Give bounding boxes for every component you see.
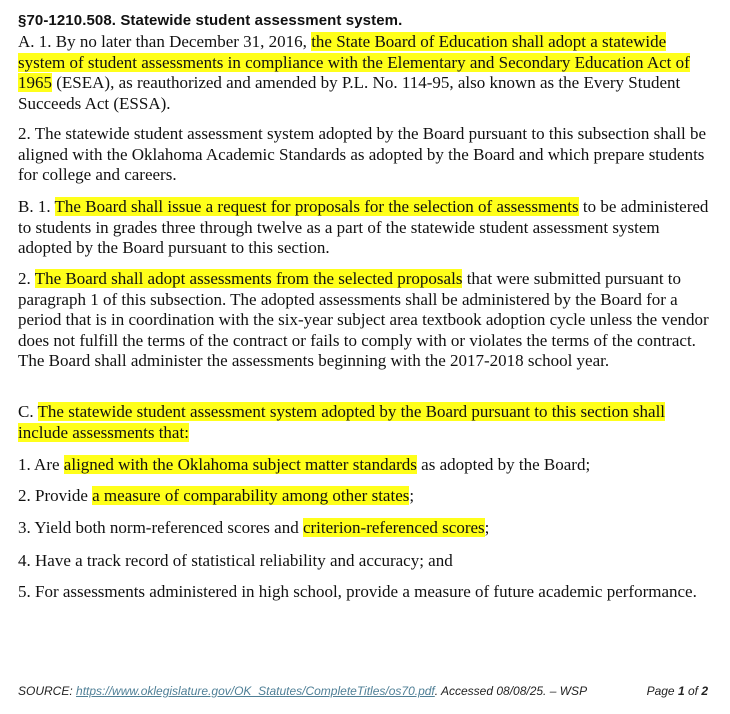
paragraph-b2 [18, 269, 710, 372]
highlighted-text: the State Board of Education shall adopt a statewide system of student assessments in compliance with the Elementary and Secondary Education Act of 1965 [18, 32, 690, 92]
page-footer [18, 684, 708, 698]
source-label: SOURCE: [18, 684, 77, 698]
text: ; [484, 518, 490, 537]
highlighted-text: a measure of comparability among other states [92, 486, 410, 505]
text: 5. For assessments administered in high school, provide a measure of future academic performance. [18, 582, 697, 601]
paragraph-b1 [18, 197, 710, 259]
text: 2. Provide [18, 486, 93, 505]
text: (ESEA), as reauthorized and amended by P.L. No. 114-95, also known as the Every Student Succeeds Act (ESSA). [18, 73, 681, 113]
highlighted-text: aligned with the Oklahoma subject matter standards [63, 455, 417, 474]
accessed-text: . Accessed 08/08/25. – WSP [434, 684, 588, 698]
text: as adopted by the Board; [416, 455, 591, 474]
source-link[interactable]: https://www.oklegislature.gov/OK_Statutes/CompleteTitles/os70.pdf [76, 684, 435, 698]
text: that were submitted pursuant to paragraph 1 of this subsection. The adopted assessments shall be administered by the Board for a period that is in coordination with the six-year subject area textbook adoption cycle unless the vendor does not fulfill the terms of the contract or fails to comply with or violates the terms of the contract. The Board shall administer the assessments beginning with the 2017-2018 school year. [18, 269, 709, 370]
highlighted-text: The statewide student assessment system adopted by the Board pursuant to this section shall include assessments that: [18, 402, 666, 442]
section-heading: §70-1210.508. Statewide student assessment system. [18, 12, 403, 29]
text: 2. The statewide student assessment system adopted by the Board pursuant to this subsection shall be aligned with the Oklahoma Academic Standards as adopted by the Board and which prepare students for college and careers. [18, 124, 707, 184]
text: to be administered to students in grades three through twelve as a part of the statewide student assessment system adopted by the Board pursuant to this section. [18, 197, 709, 257]
page-number: Page 1 of 2 [646, 684, 708, 698]
paragraph-c1 [18, 455, 710, 476]
paragraph-a2 [18, 124, 710, 186]
text: B. 1. [18, 197, 55, 216]
paragraph-c4 [18, 551, 710, 572]
paragraph-c3 [18, 518, 710, 539]
text: C. [18, 402, 38, 421]
highlighted-text: The Board shall issue a request for proposals for the selection of assessments [54, 197, 579, 216]
text: ; [409, 486, 415, 505]
paragraph-c2 [18, 486, 710, 507]
text: 1. Are [18, 455, 64, 474]
text: 3. Yield both norm-referenced scores and [18, 518, 303, 537]
text: A. 1. By no later than December 31, 2016, [18, 32, 312, 51]
text: 2. [18, 269, 35, 288]
paragraph-c5 [18, 582, 710, 603]
paragraph-a1 [18, 32, 710, 114]
text: 4. Have a track record of statistical reliability and accuracy; and [18, 551, 453, 570]
highlighted-text: criterion-referenced scores [302, 518, 485, 537]
paragraph-c [18, 402, 710, 443]
highlighted-text: The Board shall adopt assessments from the selected proposals [34, 269, 463, 288]
